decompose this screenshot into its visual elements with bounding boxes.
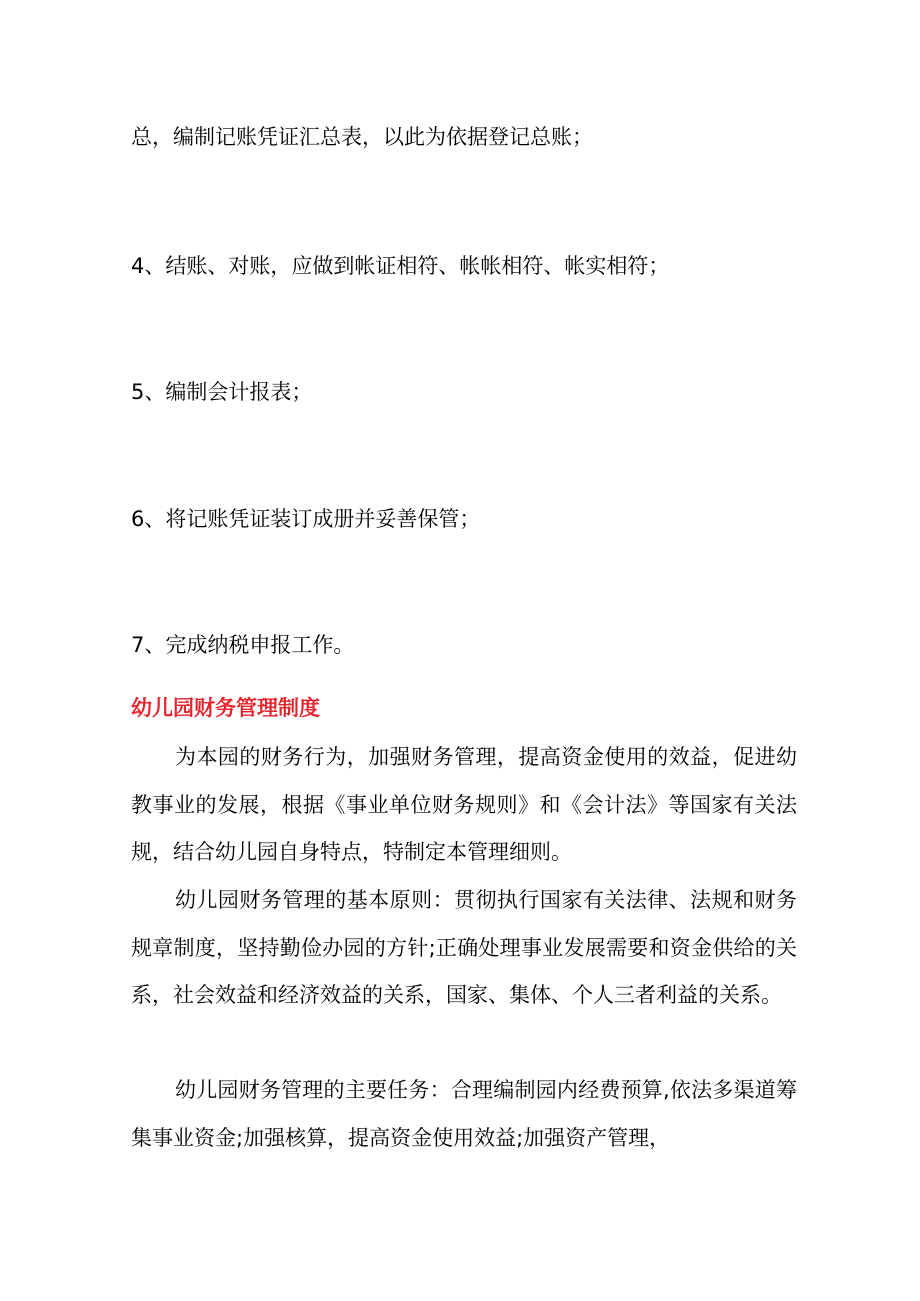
paragraph-tasks: 幼儿园财务管理的主要任务：合理编制园内经费预算,依法多渠道筹集事业资金;加强核算，提高资金使用效益;加强资产管理，	[131, 1078, 797, 1150]
section-heading: 幼儿园财务管理制度	[131, 696, 320, 720]
paragraph-purpose: 为本园的财务行为，加强财务管理，提高资金使用的效益，促进幼教事业的发展，根据《事业单位财务规则》和《会计法》等国家有关法规，结合幼儿园自身特点，特制定本管理细则。	[131, 745, 797, 864]
list-line-continuation: 总，编制记账凭证汇总表，以此为依据登记总账；	[131, 125, 593, 149]
list-item-7: 7、完成纳税申报工作。	[131, 633, 355, 657]
list-item-6: 6、将记账凭证装订成册并妥善保管；	[131, 507, 481, 531]
list-item-5: 5、编制会计报表；	[131, 380, 313, 404]
list-item-4: 4、结账、对账，应做到帐证相符、帐帐相符、帐实相符；	[131, 254, 670, 278]
paragraph-principles: 幼儿园财务管理的基本原则：贯彻执行国家有关法律、法规和财务规章制度，坚持勤俭办园的方针;正确处理事业发展需要和资金供给的关系，社会效益和经济效益的关系，国家、集体、个人三者利益的关系。	[131, 888, 797, 1007]
